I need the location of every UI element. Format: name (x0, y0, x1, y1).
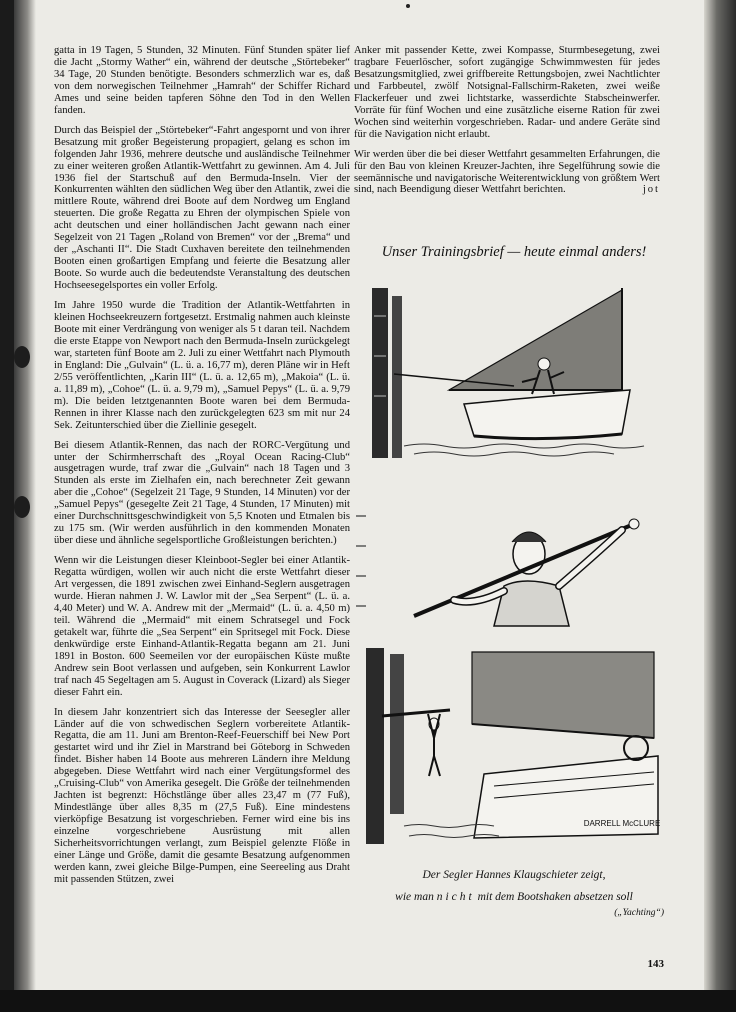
pier-piling (372, 288, 388, 458)
sailor (538, 358, 550, 370)
paragraph-text: Wir werden über die bei dieser Wettfahrt gesammelten Erfahrungen, die für den Bau von kleinen Kreuzer-Jachten, ihre Segelführung sowie die seemännische und navigatorische Weiterentwicklung von größtem Wert sind, nach Beendigung dieser Wettfahrt berichten. (354, 148, 660, 196)
page-stack-edge (704, 0, 736, 1012)
cartoon-illustration (354, 286, 664, 854)
paragraph: Anker mit passender Kette, zwei Kompasse, Sturmbesegetung, zwei tragbare Feuerlöscher, sofort zugängige Schwimmwesten für jedes Besatzungsmitglied, zwei griffbereite Rettungsbojen, zwei Nachtlichter und Farbbeutel, zwölf Notsignal-Fallschirm-Raketen, zwei weiße Flackerfeuer und zwei lichtstarke, wasserdichte Stabscheinwerfer. Vorräte für fünf Wochen und eine zusätzliche eiserne Ration für zwei Wochen sind weiterhin vorgeschrieben. Radar- und andere Geräte sind für die Navigation nicht erlaubt. (354, 45, 660, 140)
caption-line: Der Segler Hannes Klaugschieter zeigt, (422, 869, 606, 881)
artist-signature: DARRELL McCLURE (583, 819, 661, 828)
cartoon-panel-2 (356, 516, 639, 626)
cartoon-panel-3 (356, 646, 662, 846)
page-number: 143 (647, 958, 664, 970)
paragraph: Bei diesem Atlantik-Rennen, das nach der RORC-Vergütung und unter der Schirmherrschaft des „Royal Ocean Racing-Club“ ausgetragen wurde, traf zwar die „Gulvain“ nach 18 Tagen und 3 Stunden als erste im Zielhafen ein, nach berechneter Zeit gewann aber die „Cohoe“ (Segelzeit 21 Tage, 9 Stunden, 14 Minuten) vor der „Samuel Pepys“ (gesegelte Zeit 21 Tage, 4 Stunden, 17 Minuten) mit einer Durchschnittsgeschwindigkeit von 5,5 Knoten und Etmalen bis zu 175 sm. (Wir werden ausführlich in den kommenden Monaten über diese und ähnliche segelsportliche Großleistungen berichten.) (54, 439, 350, 547)
caption-emphasis: nicht (436, 891, 475, 903)
paragraph: In diesem Jahr konzentriert sich das Interesse der Seesegler aller Länder auf die von schwedischen Seglern vorbereitete Atlantik-Regatta, die am 11. Juni am Brenton-Reef-Feuerschiff bei New Port gestartet wird und ihr Ziel in Marstrand bei Göteborg in Schweden findet. Bisher haben 14 Boote aus mehreren Ländern ihre Meldung abgegeben. Diese Wettfahrt wird nach einer Vergütungsformel des „Cruising-Club“ von Amerika gesegelt. Die Größe der teilnehmenden Jachten ist begrenzt: Höchstlänge über alles 23,47 m (77 Fuß), Mindestlänge über alles 8,35 m (27,5 Fuß). Eine mindestens vierköpfige Besatzung ist vorgeschrieben. Ferner wird eine bis ins einzelne vorgeschriebene Ausrüstung mit allen Sicherheitsvorrichtungen verlangt, zum Beispiel gelenzte Flöße in einer Länge und Größe, damit die gesamte Besatzung aufgenommen werden kann, zwei gleiche Bilge-Pumpen, eine Seereeling aus Draht mit passenden Stützen, zwei (54, 706, 350, 885)
book-gutter (14, 0, 36, 1012)
author-signature: jot (642, 184, 660, 196)
binding-hole (14, 346, 30, 368)
article-left-column (54, 45, 350, 894)
caption-line (364, 886, 664, 908)
article-right-column (354, 45, 660, 204)
pier-piling (390, 654, 404, 814)
cartoon-source: („Yachting“) (614, 908, 664, 918)
paragraph: Wenn wir die Leistungen dieser Kleinboot-Segler bei einer Atlantik-Regatta würdigen, wollen wir auch nicht die erste Wettfahrt dieser Art vergessen, die 1891 zwischen zwei Einhand-Seglern ausgetragen wurde. Hieran nahmen J. W. Lawlor mit der „Sea Serpent“ (L. ü. a. 4,40 Meter) und W. A. Andrew mit der „Mermaid“ (L. ü. a. 4,50 m) teil. Während die „Mermaid“ mit einem Schratsegel und Fock getakelt war, führte die „Sea Serpent“ ein Spritsegel mit Fock. Diese denkwürdige erste Einhand-Atlantik-Regatta begann am 21. Juni 1891 in Boston. 600 Seemeilen vor der europäischen Küste mußte Andrew sein Boot verlassen und aufgeben, sein Konkurrent Lawlor traf nach 45 Segeltagen am 5. August in Coverack (Lizard) als Sieger dieser Fahrt ein. (54, 555, 350, 698)
paragraph (354, 149, 660, 197)
paragraph: Durch das Beispiel der „Störtebeker“-Fahrt angespornt und von ihrer Besatzung mit großer Begeisterung propagiert, gelang es schon im folgenden Jahr 1936, mehrere deutsche und ausländische Teilnehmer zu einer weiteren großen Atlantik-Wettfahrt zu gewinnen. Am 4. Juli 1936 fiel der Startschuß auf den Bermuda-Inseln. Vier der Konkurrenten wählten den südlichen Weg über den Atlantik, zwei die mittlere Route, während drei Boote auf dem Nordweg um England steuerten. Die große Regatta zu Ehren der olympischen Spiele von acht deutschen und einer holländischen Jacht gewann nach einer Segelzeit von 21 Tagen „Roland von Bremen“ vor der „Brema“ und der „Aschanti II“. Die Stadt Cuxhaven bereitete den teilnehmenden Booten einen großartigen Empfang und feierte die Besatzung aller Boote. So wurde auch die bedeutendste Veranstaltung des deutschen Hochseesegelsportes ein voller Erfolg. (54, 124, 350, 292)
print-mark (406, 4, 410, 8)
cartoon-caption (364, 864, 664, 908)
paragraph: Im Jahre 1950 wurde die Tradition der Atlantik-Wettfahrten in kleinen Hochseekreuzern fortgesetzt. Erstmalig nahmen auch kleinste Boote mit einer Verdrängung von weniger als 5 t daran teil. Nachdem die erste Etappe von Newport nach den Bermuda-Inseln zurückgelegt war, starteten fünf Boote am 2. Juli zu einer Wettfahrt nach Plymouth in England: Die „Gulvain“ (L. ü. a. 16,77 m), deren Pläne wir in Heft 2/55 veröffentlichten, „Karin III“ (L. ü. a. 12,65 m), „Makoia“ (L. ü. a. 11,89 m), „Cohoe“ (L. ü. a. 9,79 m), „Samuel Pepys“ (L. ü. a. 9,79 m). Die beiden letztgenannten Boote waren bei dem Bermuda-Rennen in ihrer Klasse nach den zurückgelegten 623 sm mit nur 24 Sek. Zeitunterschied über die Ziellinie gesegelt. (54, 300, 350, 431)
pier-piling (366, 648, 384, 844)
caption-text: wie man (395, 891, 434, 903)
pier-piling (392, 296, 402, 458)
paragraph: gatta in 19 Tagen, 5 Stunden, 32 Minuten. Fünf Stunden später lief die Jacht „Stormy Wather“ ein, während der deutsche „Störtebeker“ 34 Tage, 20 Stunden benötigte. Besonders schmerzlich war es, daß von dem norwegischen Teilnehmer „Hamrah“ der Schiffer Richard Ames und seine beiden tapferen Söhne den Tod in den Wellen fanden. (54, 45, 350, 116)
binding-hole (14, 496, 30, 518)
magazine-page (14, 0, 704, 1012)
scan-bottom-border (0, 990, 736, 1012)
cartoon-panel-1 (356, 288, 662, 458)
caption-text: mit dem Bootshaken absetzen soll (477, 891, 633, 903)
cartoon-title: Unser Trainingsbrief — heute einmal anders! (381, 244, 647, 260)
